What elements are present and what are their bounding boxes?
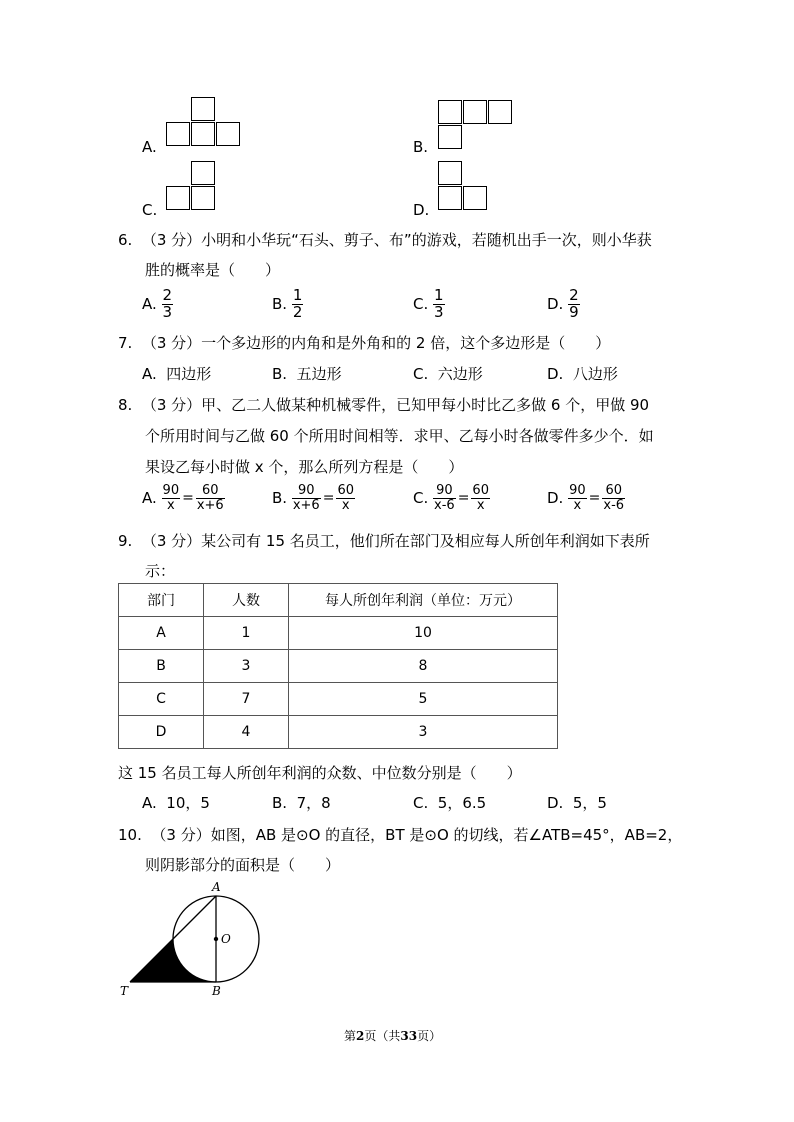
table-cell: 3 bbox=[204, 650, 289, 683]
label-b: B bbox=[212, 984, 221, 998]
circle-tangent-figure bbox=[110, 878, 280, 998]
q8-option-c: C. $\frac{90}{x-6}$ = $\frac{60}{x}$ bbox=[413, 483, 489, 513]
q8-option-b: B. $\frac{90}{x+6}$ = $\frac{60}{x}$ bbox=[272, 483, 354, 513]
q9-option-c: C. 5，6.5 bbox=[413, 794, 487, 812]
page-number: 2 bbox=[356, 1029, 365, 1043]
fraction: $\frac{60}{x+6}$ bbox=[196, 483, 224, 513]
fraction: $\frac{2}{9}$ bbox=[569, 286, 579, 321]
option-label: C. bbox=[142, 201, 158, 219]
table-header: 每人所创年利润（单位：万元） bbox=[289, 584, 558, 617]
table-row bbox=[119, 683, 558, 716]
q7-stem-line1: 7. （3 分）一个多边形的内角和是外角和的 2 倍，这个多边形是（ ） bbox=[118, 334, 611, 352]
q9-stem-line1: 9. （3 分）某公司有 15 名员工，他们所在部门及相应每人所创年利润如下表所 bbox=[118, 532, 650, 550]
q6-option-c bbox=[413, 288, 445, 321]
fraction: $\frac{60}{x}$ bbox=[472, 483, 489, 513]
option-label: C. bbox=[413, 489, 429, 508]
fraction: $\frac{90}{x}$ bbox=[162, 483, 180, 513]
option-label: C. bbox=[413, 295, 429, 314]
option-label: D. bbox=[547, 489, 564, 508]
q7-option-c: C. 六边形 bbox=[413, 365, 483, 383]
table-cell: 8 bbox=[289, 650, 558, 683]
table-row bbox=[119, 617, 558, 650]
center-point bbox=[214, 937, 218, 941]
fraction: $\frac{90}{x-6}$ bbox=[434, 483, 455, 513]
q10-stem-line2: 则阴影部分的面积是（ ） bbox=[145, 856, 341, 874]
table-header: 部门 bbox=[119, 584, 204, 617]
q7-option-d: D. 八边形 bbox=[547, 365, 618, 383]
q6-option-d bbox=[547, 288, 580, 321]
table-header: 人数 bbox=[204, 584, 289, 617]
table-cell: C bbox=[119, 683, 204, 716]
q9-option-b: B. 7，8 bbox=[272, 794, 331, 812]
table-header-row bbox=[119, 584, 558, 617]
table-cell: 10 bbox=[289, 617, 558, 650]
q7-option-a: A. 四边形 bbox=[142, 365, 212, 383]
fraction: $\frac{90}{x+6}$ bbox=[292, 483, 320, 513]
option-label: B. bbox=[272, 295, 288, 314]
table-cell: 5 bbox=[289, 683, 558, 716]
q8-stem-line2: 个所用时间与乙做 60 个所用时间相等．求甲、乙每小时各做零件多少个．如 bbox=[145, 427, 654, 445]
table-cell: 4 bbox=[204, 716, 289, 749]
label-a: A bbox=[212, 880, 221, 894]
q6-stem-line1: 6. （3 分）小明和小华玩“石头、剪子、布”的游戏，若随机出手一次，则小华获 bbox=[118, 231, 652, 249]
table-cell: 3 bbox=[289, 716, 558, 749]
option-label: A. bbox=[142, 295, 157, 314]
option-label: B. bbox=[272, 489, 288, 508]
table-cell: D bbox=[119, 716, 204, 749]
option-label: A. bbox=[142, 489, 157, 508]
option-label: A. bbox=[142, 138, 157, 156]
table-cell: A bbox=[119, 617, 204, 650]
total-pages: 33 bbox=[400, 1029, 418, 1043]
option-label: D. bbox=[413, 201, 430, 219]
table-cell: 1 bbox=[204, 617, 289, 650]
fraction: $\frac{2}{3}$ bbox=[162, 286, 173, 321]
q8-stem-line3: 果设乙每小时做 x 个，那么所列方程是（ ） bbox=[145, 458, 464, 476]
q8-option-d: D. $\frac{90}{x}$ = $\frac{60}{x-6}$ bbox=[547, 483, 625, 513]
q9-option-a: A. 10，5 bbox=[142, 794, 210, 812]
table-cell: 7 bbox=[204, 683, 289, 716]
q6-option-a bbox=[142, 288, 173, 321]
profit-table bbox=[118, 583, 558, 749]
fraction: $\frac{1}{2}$ bbox=[292, 286, 303, 321]
q10-stem-line1: 10. （3 分）如图，AB 是⊙O 的直径，BT 是⊙O 的切线，若∠ATB=45°，AB=2， bbox=[118, 826, 683, 844]
option-label: D. bbox=[547, 295, 564, 314]
option-label: B. bbox=[413, 138, 429, 156]
label-t: T bbox=[120, 984, 129, 998]
fraction: $\frac{90}{x}$ bbox=[569, 483, 586, 513]
label-o: O bbox=[221, 932, 231, 946]
q9-stem-line3: 这 15 名员工每人所创年利润的众数、中位数分别是（ ） bbox=[118, 764, 522, 782]
table-row bbox=[119, 650, 558, 683]
fraction: $\frac{60}{x-6}$ bbox=[603, 483, 625, 513]
table-cell: B bbox=[119, 650, 204, 683]
q8-option-a: A. $\frac{90}{x}$ = $\frac{60}{x+6}$ bbox=[142, 483, 224, 513]
q6-option-b bbox=[272, 288, 303, 321]
q6-stem-line2: 胜的概率是（ ） bbox=[145, 261, 281, 279]
q7-option-b: B. 五边形 bbox=[272, 365, 342, 383]
fraction: $\frac{60}{x}$ bbox=[337, 483, 354, 513]
q9-option-d: D. 5，5 bbox=[547, 794, 607, 812]
page-footer: 第2页（共33页） bbox=[344, 1029, 442, 1043]
table-row bbox=[119, 716, 558, 749]
q8-stem-line1: 8. （3 分）甲、乙二人做某种机械零件，已知甲每小时比乙多做 6 个，甲做 90 bbox=[118, 396, 650, 414]
q9-stem-line2: 示： bbox=[145, 562, 176, 580]
fraction: $\frac{1}{3}$ bbox=[434, 286, 444, 321]
